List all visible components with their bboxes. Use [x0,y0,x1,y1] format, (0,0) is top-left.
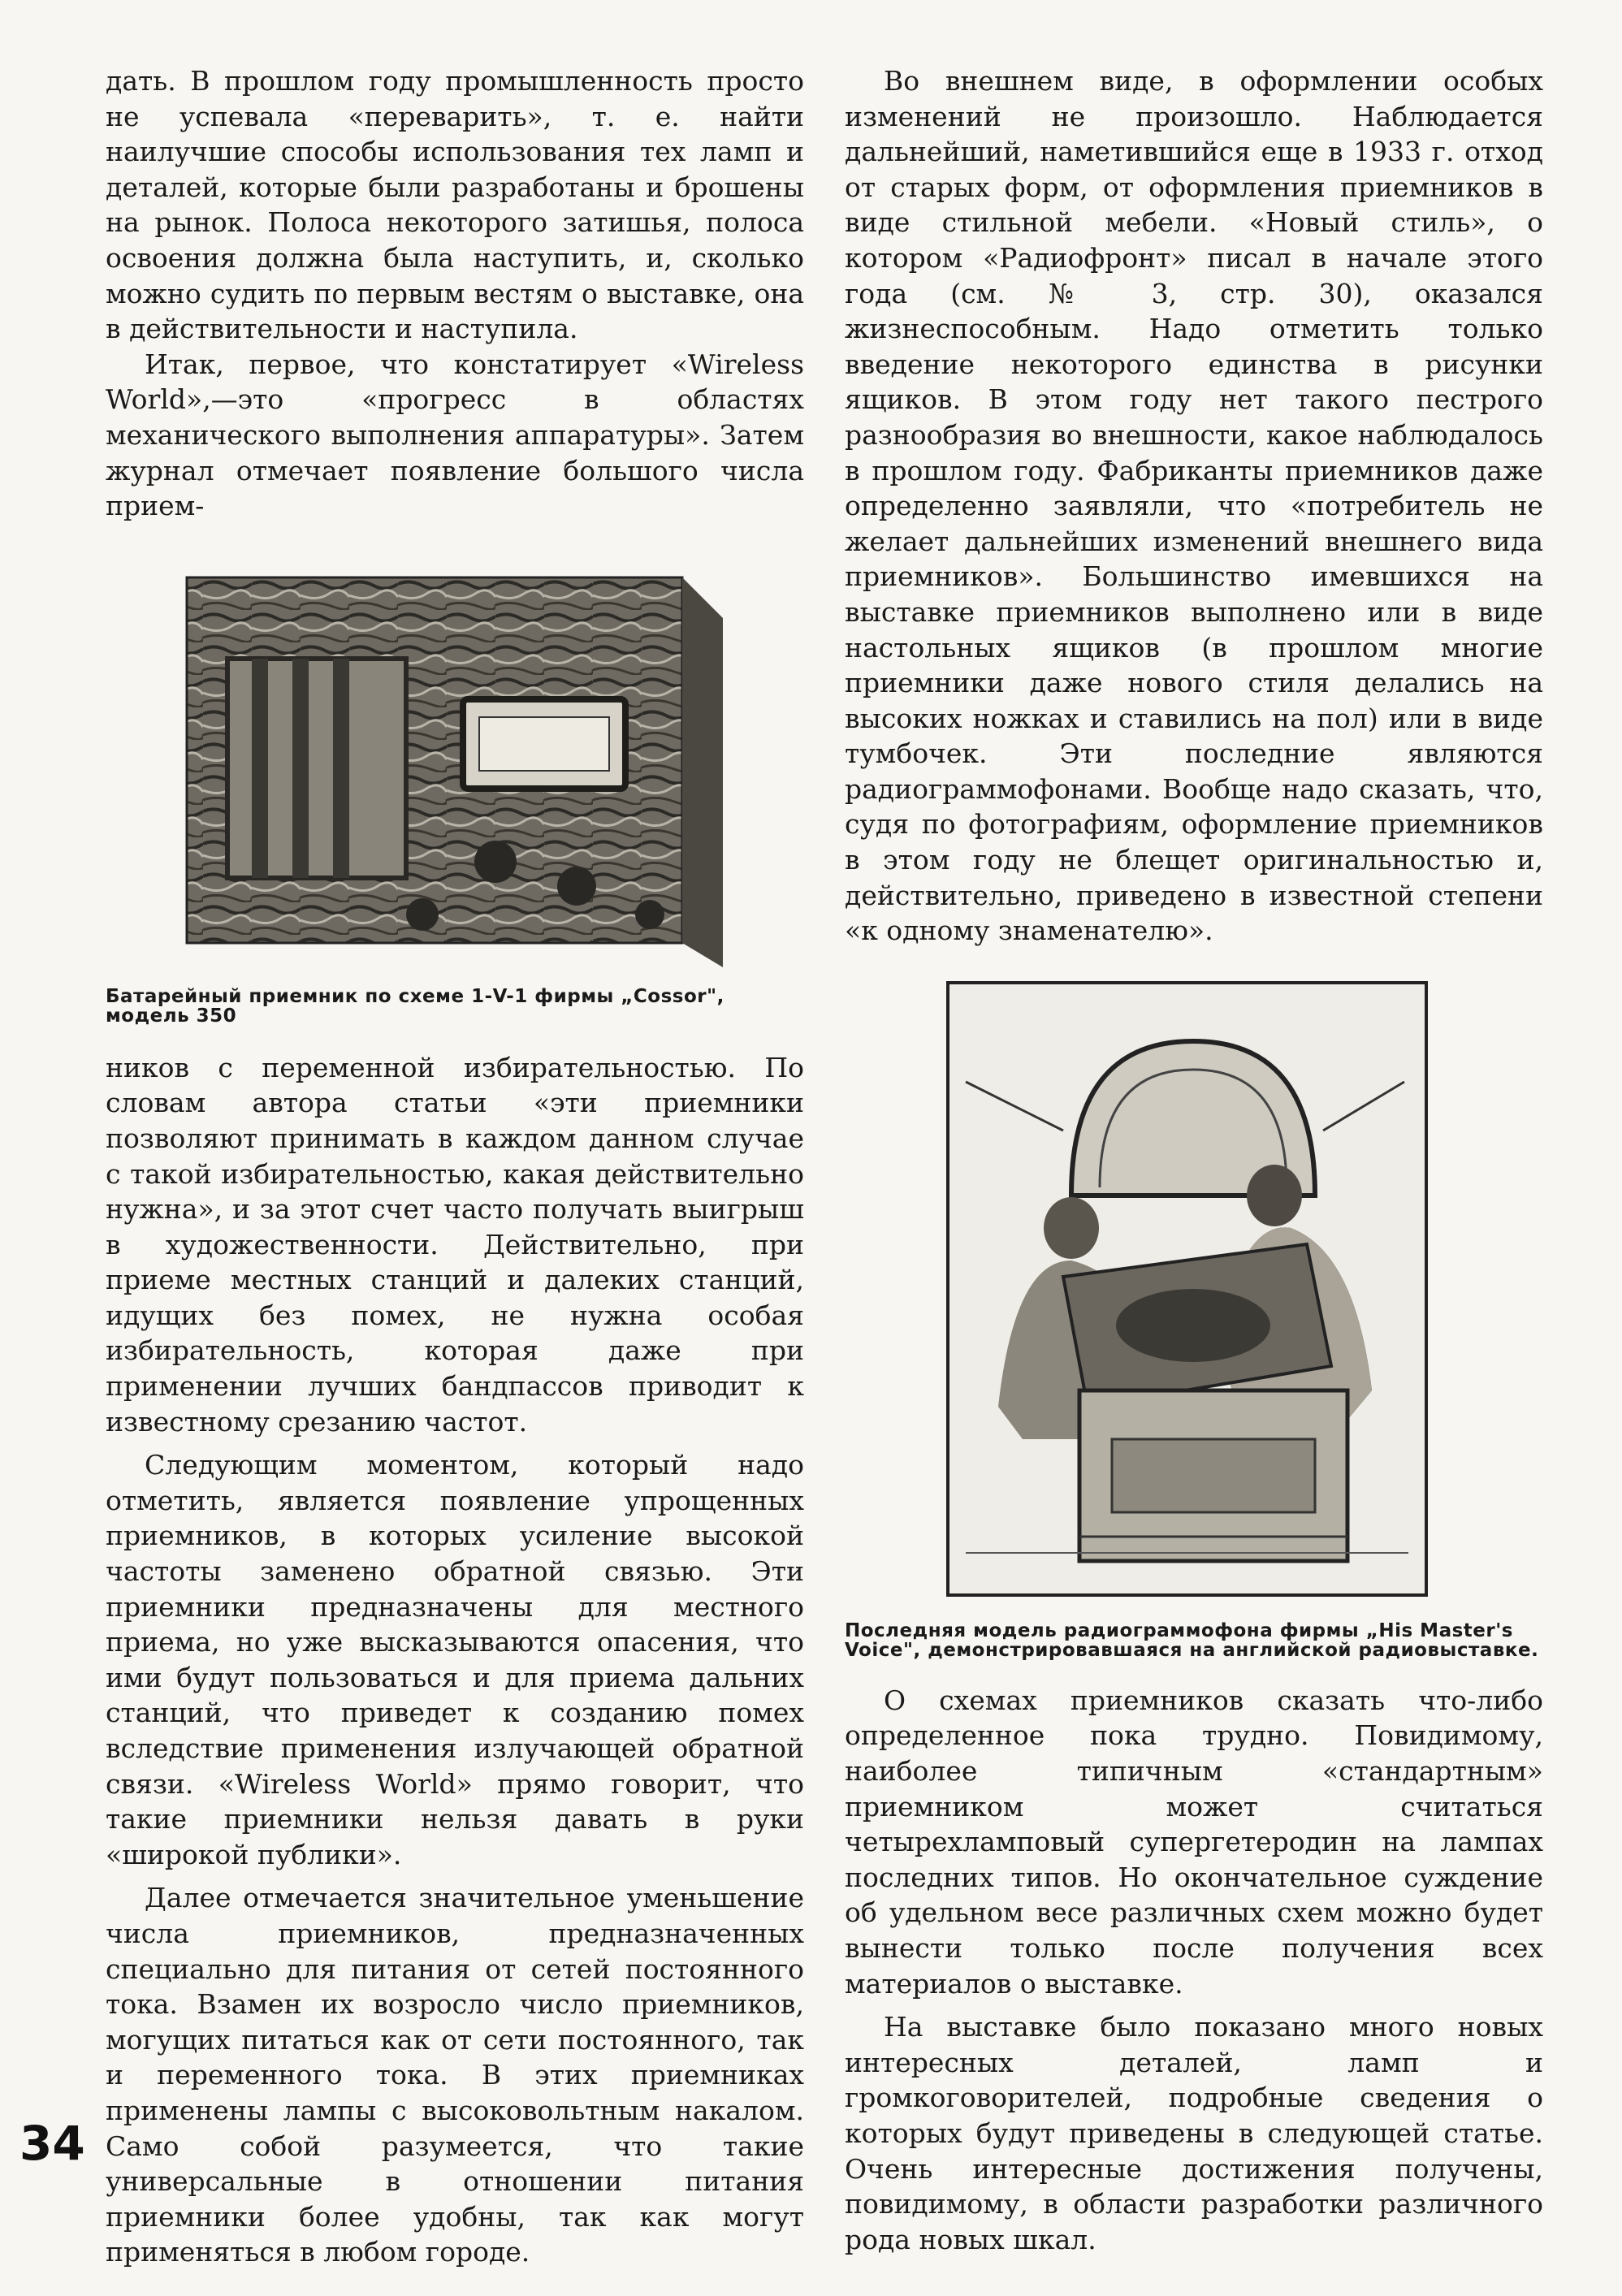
paragraph: дать. В прошлом году промышленность просто не успевала «переварить», т. е. найти наилучшие способы использования тех ламп и деталей, которые были разработаны и брошены на рынок. Полоса некоторого затишья, полоса освоения должна была наступить, и, сколько можно судить по первым вестям о выставке, она в действительности и наступила. [106,65,804,345]
figure-caption: Последняя модель радиограммофона фирмы „His Master's Voice", демонстрировавшаяся на английской радиовыставке. [845,1619,1539,1661]
paragraph: На выставке было показано много новых интересных деталей, ламп и громкоговорителей, подробные сведения о которых будут приведены в следующей статье. Очень интересные достижения получены, повидимому, в области разработки различного рода новых шкал. [845,2011,1543,2255]
radiogramophone-photo [949,984,1425,1593]
paragraph: Во внешнем виде, в оформлении особых изменений не произошло. Наблюдается дальнейший, наметившийся еще в 1933 г. отход от старых форм, от оформления приемников в виде стильной мебели. «Новый стиль», о котором «Радиофронт» писал в начале этого года (см. № 3, стр. 30), оказался жизнеспособным. Надо отметить только введение некоторого единства в рисунки ящиков. В этом году нет такого пестрого разнообразия во внешности, какое наблюдалось в прошлом году. Фабриканты приемников даже определенно заявляли, что «потребитель не желает дальнейших изменений внешнего вида приемников». Большинство имевшихся на выставке приемников выполнено или в виде настольных ящиков (в прошлом многие приемники даже нового стиля делались на высоких ножках и ставились на пол) или в виде тумбочек. Эти последние являются радиограммофонами. Вообще надо сказать, что, судя по фотографиям, оформление приемников в этом году не блещет оригинальностью и, действительно, приведено в известной степени «к одному знаменателю». [845,65,1543,947]
figure-radiogramophone [946,981,1428,1597]
figure-caption: Батарейный приемник по схеме 1-V-1 фирмы „Cossor", модель 350 [106,985,724,1027]
paragraph: О схемах приемников сказать что-либо определенное пока трудно. Повидимому, наиболее типичным «стандартным» приемником может считаться четырехламповый супергетеродин на лампах последних типов. Но окончательное суждение об удельном весе различных схем можно будет вынести только после получения всех материалов о выставке. [845,1684,1543,2000]
left-column [106,63,804,2270]
paragraph: ников с переменной избирательностью. По словам автора статьи «эти приемники позволяют принимать в каждом данном случае с такой избирательностью, какая действительно нужна», и за этот счет часто получать выигрыш в художественности. Действительно, при приеме местных станций и далеких станций, идущих без помех, не нужна особая избирательность, которая даже при применении лучших бандпассов приводит к известному срезанию частот. [106,1051,804,1438]
page-number: 34 [19,2116,85,2171]
paragraph: Далее отмечается значительное уменьшение числа приемников, предназначенных специально для питания от сетей постоянного тока. Взамен их возросло число приемников, могущих питаться как от сети постоянного, так и переменного тока. В этих приемниках применены лампы с высоковольтным накалом. Само собой разумеется, что такие универсальные в отношении питания приемники более удобны, так как могут применяться в любом городе. [106,1882,804,2268]
cossor-radio-photo [154,545,739,975]
paragraph: Итак, первое, что констатирует «Wireless World»,—это «прогресс в областях механического выполнения аппаратуры». Затем журнал отмечает появление большого числа прием- [106,348,804,522]
figure-cossor-radio [154,545,739,975]
paragraph: Следующим моментом, который надо отметить, является появление упрощенных приемников, в которых усиление высокой частоты заменено обратной связью. Эти приемники предназначены для местного приема, но уже высказываются опасения, что ими будут пользоваться и для приема дальних станций, что приведет к созданию помех вследствие применения излучающей обратной связи. «Wireless World» прямо говорит, что такие приемники нельзя давать в руки «широкой публики». [106,1449,804,1870]
right-column [845,63,1543,2257]
